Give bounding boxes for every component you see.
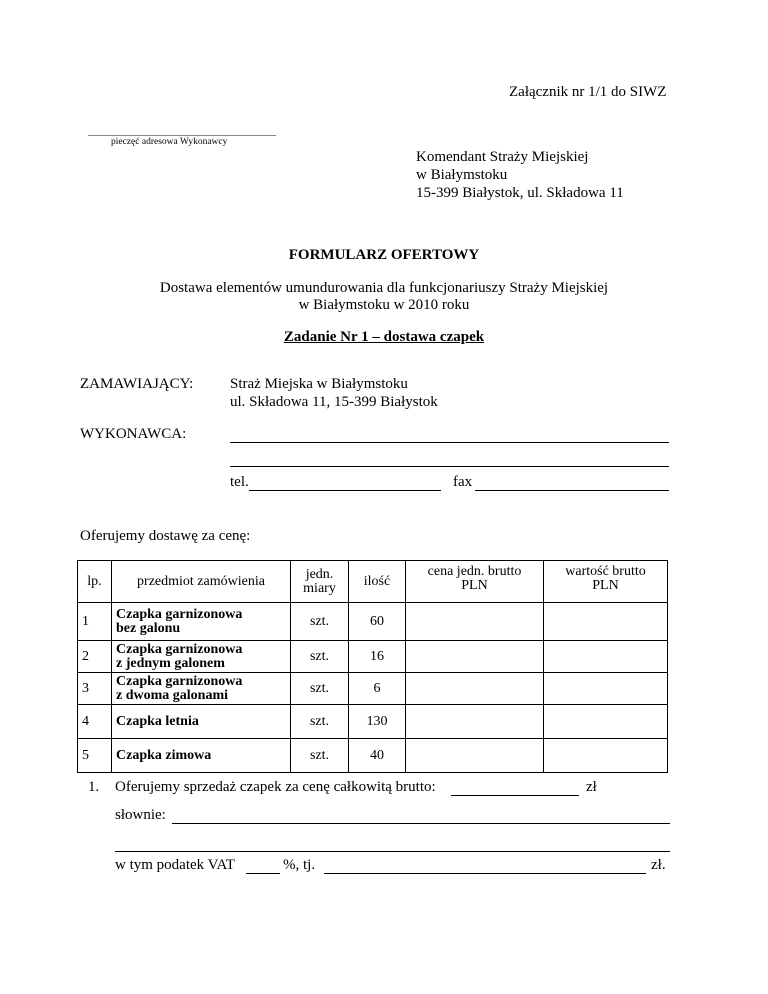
row-lp: 5 xyxy=(78,739,112,773)
vat-currency: zł. xyxy=(651,857,666,873)
row-total-cell[interactable] xyxy=(544,705,668,739)
summary-text: Oferujemy sprzedaż czapek za cenę całkowitą brutto: xyxy=(115,779,436,795)
header-total-line-2: PLN xyxy=(592,578,619,593)
row-item: Czapka zimowa xyxy=(112,739,291,773)
form-title: FORMULARZ OFERTOWY xyxy=(288,247,480,263)
header-unit-price xyxy=(406,561,544,603)
row-unit-price-cell[interactable] xyxy=(406,603,544,641)
row-qty: 6 xyxy=(349,673,406,705)
recipient-line-3: 15-399 Białystok, ul. Składowa 11 xyxy=(416,185,624,201)
contractor-line-2[interactable] xyxy=(230,466,669,467)
table-row xyxy=(78,739,668,773)
attachment-label: Załącznik nr 1/1 do SIWZ xyxy=(509,84,667,100)
row-item xyxy=(112,603,291,641)
header-unit-line-2: miary xyxy=(303,580,336,596)
recipient-line-2: w Białymstoku xyxy=(416,167,508,183)
row-total-cell[interactable] xyxy=(544,641,668,673)
row-item-line-1: Czapka garnizonowa xyxy=(116,673,243,689)
row-qty: 130 xyxy=(349,705,406,739)
header-qty: ilość xyxy=(349,561,406,603)
row-unit: szt. xyxy=(291,673,349,705)
table-row xyxy=(78,641,668,673)
offer-intro: Oferujemy dostawę za cenę: xyxy=(80,528,251,544)
header-unit-price-line-2: PLN xyxy=(461,578,488,593)
row-total-cell[interactable] xyxy=(544,739,668,773)
header-total-line-1: wartość brutto xyxy=(565,564,646,579)
table-row xyxy=(78,705,668,739)
table-row xyxy=(78,673,668,705)
subtitle-line-1: Dostawa elementów umundurowania dla funkcjonariuszy Straży Miejskiej xyxy=(159,280,609,296)
row-unit-price-cell[interactable] xyxy=(406,641,544,673)
words-field-1[interactable] xyxy=(172,823,670,824)
header-unit-price-line-1: cena jedn. brutto xyxy=(427,564,522,579)
row-lp: 1 xyxy=(78,603,112,641)
row-unit: szt. xyxy=(291,641,349,673)
row-lp: 4 xyxy=(78,705,112,739)
row-unit-price-cell[interactable] xyxy=(406,705,544,739)
tel-field[interactable] xyxy=(249,490,441,491)
contractor-label: WYKONAWCA: xyxy=(80,426,187,442)
row-qty: 40 xyxy=(349,739,406,773)
row-item-line-2: bez galonu xyxy=(116,620,181,636)
row-item xyxy=(112,673,291,705)
ordering-address: ul. Składowa 11, 15-399 Białystok xyxy=(230,394,438,410)
row-lp: 2 xyxy=(78,641,112,673)
task-heading xyxy=(0,329,768,346)
row-total-cell[interactable] xyxy=(544,673,668,705)
vat-prefix: w tym podatek VAT xyxy=(115,857,235,873)
stamp-label: pieczęć adresowa Wykonawcy xyxy=(111,137,228,147)
row-unit: szt. xyxy=(291,739,349,773)
items-table xyxy=(77,560,668,773)
row-item-line-2: z jednym galonem xyxy=(116,655,225,671)
row-item xyxy=(112,641,291,673)
header-unit-line-1: jedn. xyxy=(305,566,334,582)
fax-label: fax xyxy=(453,474,473,490)
stamp-line xyxy=(88,135,276,136)
words-field-2[interactable] xyxy=(115,851,670,852)
row-item-line-1: Czapka garnizonowa xyxy=(116,606,243,622)
table-row xyxy=(78,603,668,641)
row-unit: szt. xyxy=(291,603,349,641)
summary-currency: zł xyxy=(586,779,597,795)
vat-amount-field[interactable] xyxy=(324,873,646,874)
contractor-line-1[interactable] xyxy=(230,442,669,443)
row-lp: 3 xyxy=(78,673,112,705)
row-item-line-2: z dwoma galonami xyxy=(116,687,228,703)
header-unit xyxy=(291,561,349,603)
header-lp: lp. xyxy=(78,561,112,603)
row-unit-price-cell[interactable] xyxy=(406,739,544,773)
ordering-name: Straż Miejska w Białymstoku xyxy=(230,376,408,392)
subtitle-line-2: w Białymstoku w 2010 roku xyxy=(298,297,470,313)
total-price-field[interactable] xyxy=(451,795,579,796)
row-qty: 16 xyxy=(349,641,406,673)
tel-label: tel. xyxy=(230,474,249,490)
row-unit: szt. xyxy=(291,705,349,739)
header-total xyxy=(544,561,668,603)
table-header-row xyxy=(78,561,668,603)
fax-field[interactable] xyxy=(475,490,669,491)
ordering-label: ZAMAWIAJĄCY: xyxy=(80,376,194,392)
header-item: przedmiot zamówienia xyxy=(112,561,291,603)
vat-mid: %, tj. xyxy=(283,857,316,873)
row-qty: 60 xyxy=(349,603,406,641)
row-item: Czapka letnia xyxy=(112,705,291,739)
words-label: słownie: xyxy=(115,807,166,823)
recipient-line-1: Komendant Straży Miejskiej xyxy=(416,149,589,165)
row-item-line-1: Czapka garnizonowa xyxy=(116,641,243,657)
summary-number: 1. xyxy=(88,779,100,795)
task-heading-text: Zadanie Nr 1 – dostawa czapek xyxy=(283,329,485,345)
row-unit-price-cell[interactable] xyxy=(406,673,544,705)
row-total-cell[interactable] xyxy=(544,603,668,641)
vat-rate-field[interactable] xyxy=(246,873,280,874)
